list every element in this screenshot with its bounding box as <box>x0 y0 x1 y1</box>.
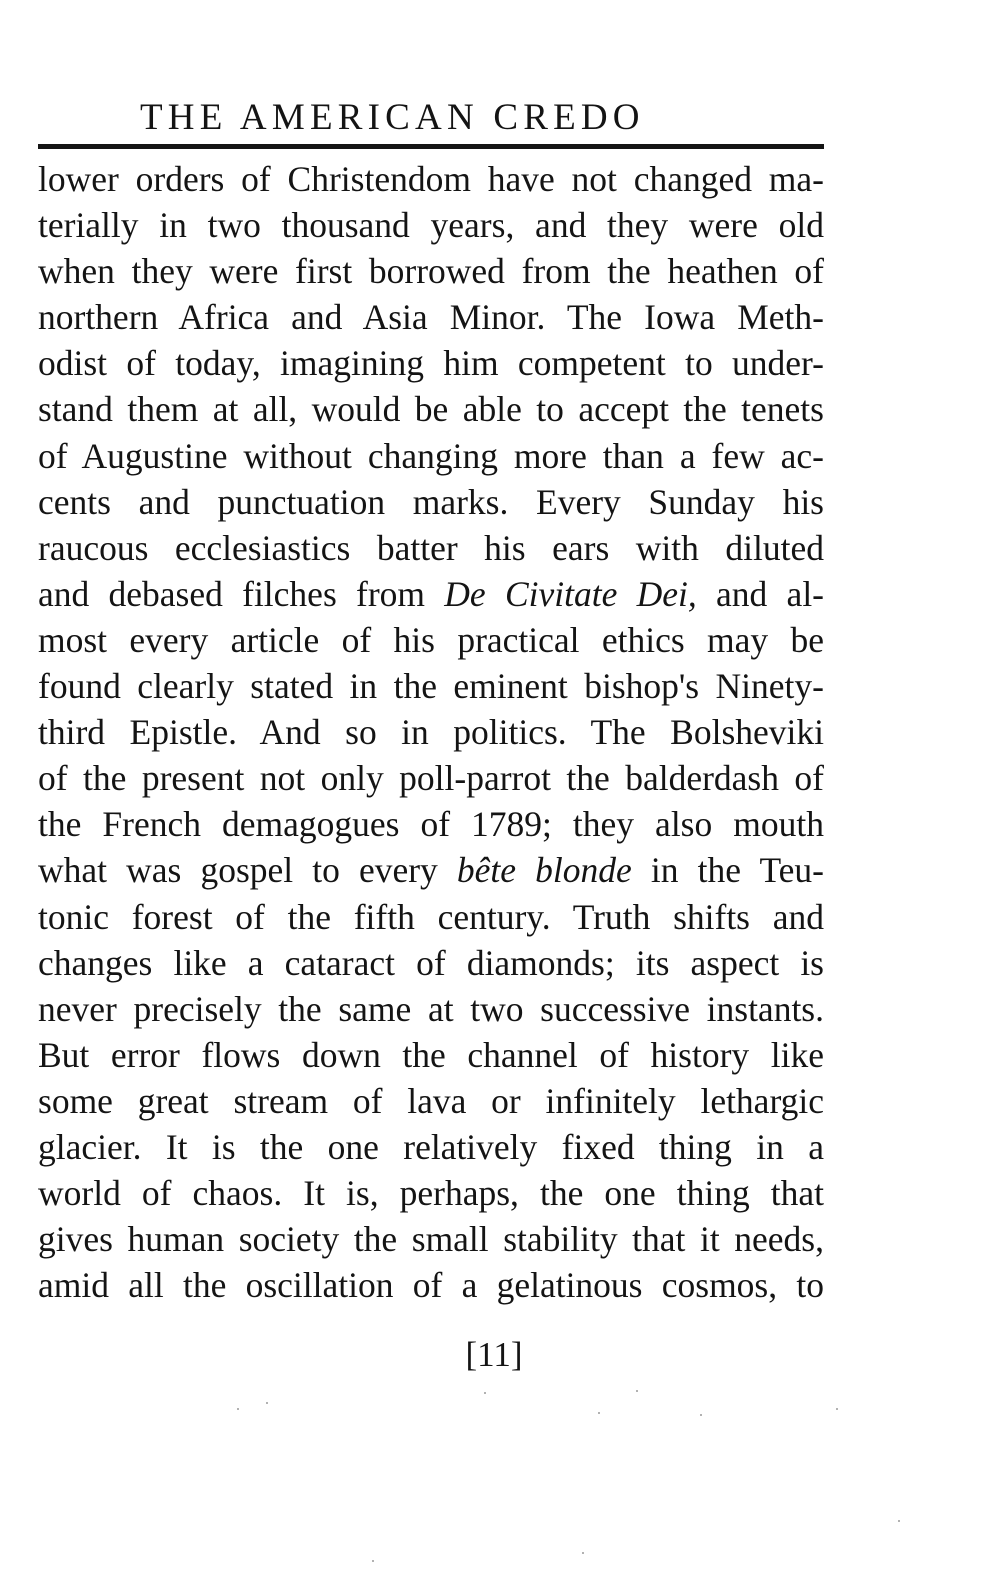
scan-speck <box>266 1402 268 1404</box>
text-line: raucous ecclesiastics batter his ears with diluted <box>38 527 824 568</box>
running-head: THE AMERICAN CREDO <box>140 97 645 138</box>
text-line: tonic forest of the fifth century. Truth shifts and <box>38 896 824 937</box>
header-rule <box>38 144 824 149</box>
text-line: when they were first borrowed from the heathen of <box>38 251 824 292</box>
page-number-label: [11] <box>465 1335 523 1374</box>
scan-speck <box>898 1520 900 1522</box>
text-line: terially in two thousand years, and they were old <box>38 205 824 246</box>
text-line: But error flows down the channel of history like <box>38 1034 824 1075</box>
text-line: lower orders of Christendom have not changed ma- <box>38 159 824 199</box>
text-line: most every article of his practical ethics may be <box>38 619 824 660</box>
scan-speck <box>636 1390 638 1392</box>
scan-speck <box>598 1412 600 1414</box>
scan-speck <box>582 1552 584 1554</box>
text-line: what was gospel to every bête blonde in the Teu- <box>38 850 824 891</box>
body-text <box>38 156 824 1308</box>
italic-phrase: De Civitate Dei, <box>444 573 697 614</box>
text-line: stand them at all, would be able to accept the tenets <box>38 389 824 430</box>
italic-phrase: bête blonde <box>456 850 632 891</box>
scan-speck <box>836 1408 838 1410</box>
text-line: third Epistle. And so in politics. The Bolsheviki <box>38 712 824 753</box>
scan-speck <box>700 1414 702 1416</box>
text-line: the French demagogues of 1789; they also mouth <box>38 804 824 845</box>
scan-speck <box>237 1408 239 1410</box>
text-line: northern Africa and Asia Minor. The Iowa Meth- <box>38 297 824 338</box>
text-line: never precisely the same at two successive instants. <box>38 988 824 1029</box>
text-line: cents and punctuation marks. Every Sunday his <box>38 481 824 522</box>
text-line: changes like a cataract of diamonds; its aspect is <box>38 942 824 983</box>
scan-speck <box>484 1392 486 1394</box>
page-number <box>0 1333 1000 1377</box>
text-line: amid all the oscillation of a gelatinous cosmos, to <box>38 1265 824 1306</box>
text-line: odist of today, imagining him competent to under- <box>38 343 824 384</box>
text-line: world of chaos. It is, perhaps, the one thing that <box>38 1173 824 1214</box>
text-line: some great stream of lava or infinitely lethargic <box>38 1080 824 1121</box>
text-line: and debased filches from De Civitate Dei, and al- <box>38 573 824 614</box>
scan-speck <box>372 1560 374 1562</box>
text-line: of the present not only poll-parrot the balderdash of <box>38 758 824 799</box>
text-line: gives human society the small stability that it needs, <box>38 1219 824 1260</box>
text-line: glacier. It is the one relatively fixed thing in a <box>38 1126 824 1167</box>
text-line: found clearly stated in the eminent bishop's Ninety- <box>38 666 824 707</box>
text-line: of Augustine without changing more than a few ac- <box>38 435 824 476</box>
